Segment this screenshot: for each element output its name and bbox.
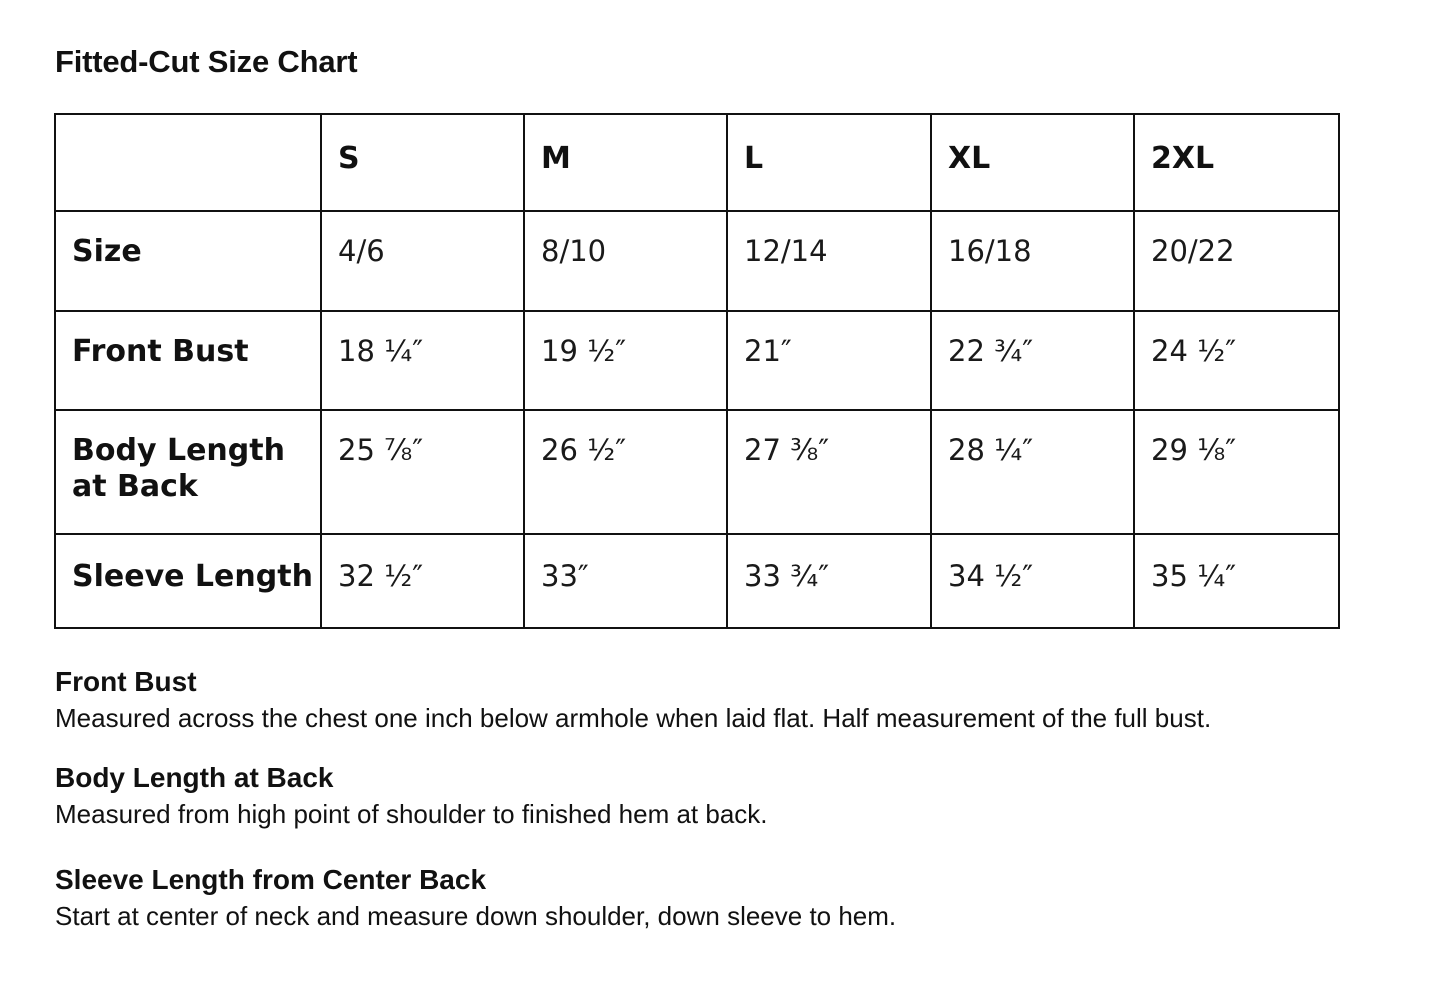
note-text: Measured from high point of shoulder to finished hem at back. — [55, 799, 768, 829]
note-text: Start at center of neck and measure down shoulder, down sleeve to hem. — [55, 901, 897, 931]
table-row — [55, 410, 1339, 534]
row-label-body-length — [55, 410, 321, 534]
table-cell: 19 ½″ — [524, 311, 727, 410]
row-label-front-bust: Front Bust — [55, 311, 321, 410]
note-heading: Sleeve Length from Center Back — [55, 864, 487, 895]
table-cell: 4/6 — [321, 211, 524, 311]
table-cell: 35 ¼″ — [1134, 534, 1339, 628]
table-cell: 18 ¼″ — [321, 311, 524, 410]
size-chart-table — [54, 113, 1340, 629]
measurement-notes — [55, 663, 1425, 957]
table-cell: 33 ¾″ — [727, 534, 931, 628]
page-title: Fitted-Cut Size Chart — [55, 44, 358, 79]
table-cell: 33″ — [524, 534, 727, 628]
row-label-size: Size — [55, 211, 321, 311]
note-heading: Front Bust — [55, 666, 197, 697]
table-cell: 21″ — [727, 311, 931, 410]
table-cell: 34 ½″ — [931, 534, 1134, 628]
table-cell: 16/18 — [931, 211, 1134, 311]
table-row — [55, 534, 1339, 628]
table-cell: 28 ¼″ — [931, 410, 1134, 534]
table-cell: 12/14 — [727, 211, 931, 311]
column-header-s: S — [321, 114, 524, 211]
table-cell: 32 ½″ — [321, 534, 524, 628]
note-body-length — [55, 759, 1425, 831]
table-row — [55, 211, 1339, 311]
table-cell: 22 ¾″ — [931, 311, 1134, 410]
row-label-sleeve-length: Sleeve Length — [55, 534, 321, 628]
column-header-l: L — [727, 114, 931, 211]
row-label-line-1: Body Length — [72, 433, 285, 468]
table-cell: 27 ⅜″ — [727, 410, 931, 534]
note-sleeve-length — [55, 861, 1425, 933]
note-heading: Body Length at Back — [55, 762, 334, 793]
column-header-m: M — [524, 114, 727, 211]
table-cell: 29 ⅛″ — [1134, 410, 1339, 534]
column-header-2xl: 2XL — [1134, 114, 1339, 211]
table-cell: 20/22 — [1134, 211, 1339, 311]
note-text: Measured across the chest one inch below armhole when laid flat. Half measurement of the full bust. — [55, 703, 1212, 733]
column-header-xl: XL — [931, 114, 1134, 211]
table-row — [55, 311, 1339, 410]
table-header-row — [55, 114, 1339, 211]
note-front-bust — [55, 663, 1425, 735]
row-label-line-2: at Back — [72, 469, 198, 504]
table-cell: 8/10 — [524, 211, 727, 311]
table-cell: 26 ½″ — [524, 410, 727, 534]
table-cell: 25 ⅞″ — [321, 410, 524, 534]
table-cell: 24 ½″ — [1134, 311, 1339, 410]
header-corner-cell — [55, 114, 321, 211]
